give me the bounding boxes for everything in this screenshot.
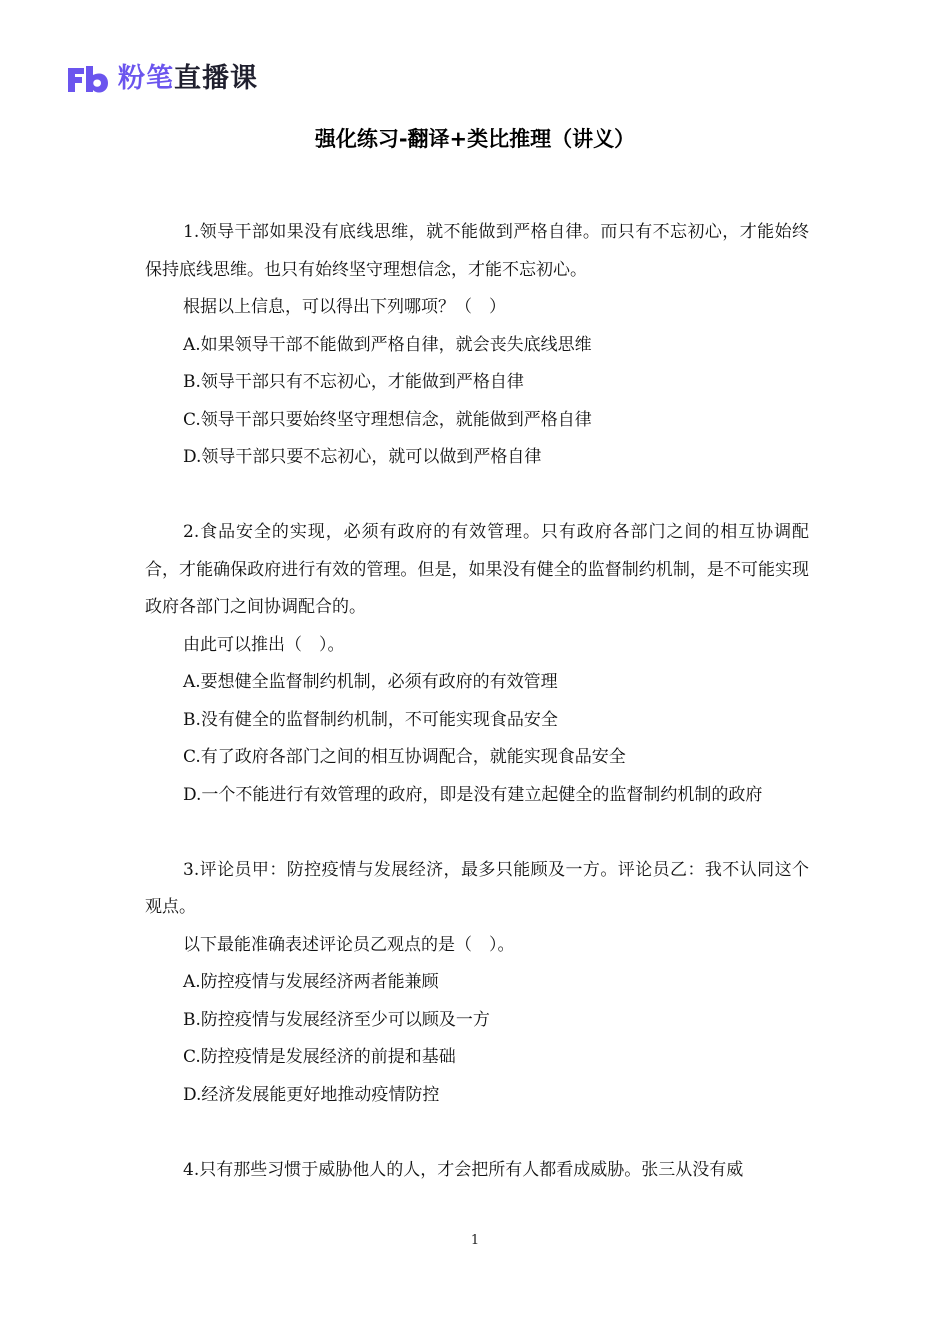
question-2	[145, 514, 809, 814]
logo	[66, 60, 258, 98]
option-b: B.没有健全的监督制约机制，不可能实现食品安全	[183, 709, 558, 730]
logo-brand: 粉笔	[118, 63, 174, 94]
question-prompt: 由此可以推出（ ）。	[183, 634, 345, 655]
page-number: 1	[470, 1233, 480, 1248]
option-c: C.有了政府各部门之间的相互协调配合，就能实现食品安全	[183, 747, 626, 767]
question-stem: 3.评论员甲：防控疫情与发展经济，最多只能顾及一方。评论员乙：我不认同这个观点。	[145, 859, 809, 917]
question-prompt: 以下最能准确表述评论员乙观点的是（ ）。	[183, 934, 515, 955]
option-b: B.领导干部只有不忘初心，才能做到严格自律	[183, 372, 524, 392]
document-title: 强化练习-翻译+类比推理（讲义）	[314, 127, 636, 151]
option-c: C.防控疫情是发展经济的前提和基础	[183, 1047, 456, 1067]
option-b: B.防控疫情与发展经济至少可以顾及一方	[183, 1009, 490, 1030]
spacer	[145, 1114, 809, 1152]
question-3	[145, 852, 809, 1115]
spacer	[145, 477, 809, 515]
spacer	[145, 814, 809, 852]
question-1	[145, 214, 809, 477]
question-stem: 4.只有那些习惯于威胁他人的人，才会把所有人都看成威胁。张三从没有威	[183, 1159, 744, 1180]
option-a: A.要想健全监督制约机制，必须有政府的有效管理	[183, 672, 558, 692]
option-d: D.经济发展能更好地推动疫情防控	[183, 1084, 440, 1105]
option-d: D.一个不能进行有效管理的政府，即是没有建立起健全的监督制约机制的政府	[183, 784, 763, 805]
option-a: A.如果领导干部不能做到严格自律，就会丧失底线思维	[183, 334, 592, 355]
option-d: D.领导干部只要不忘初心，就可以做到严格自律	[183, 447, 542, 467]
question-4	[145, 1152, 809, 1190]
question-stem: 2.食品安全的实现，必须有政府的有效管理。只有政府各部门之间的相互协调配合，才能确保政府进行有效的管理。但是，如果没有健全的监督制约机制，是不可能实现政府各部门之间协调配合的。	[145, 522, 809, 617]
question-list	[145, 214, 809, 1189]
question-prompt: 根据以上信息，可以得出下列哪项？（ ）	[183, 297, 506, 317]
option-c: C.领导干部只要始终坚守理想信念，就能做到严格自律	[183, 409, 592, 430]
fb-logo-icon	[66, 64, 110, 94]
logo-text	[118, 60, 258, 98]
option-a: A.防控疫情与发展经济两者能兼顾	[183, 972, 439, 992]
logo-sub: 直播课	[174, 63, 258, 94]
question-stem: 1.领导干部如果没有底线思维，就不能做到严格自律。而只有不忘初心，才能始终保持底线思维。也只有始终坚守理想信念，才能不忘初心。	[145, 222, 809, 280]
